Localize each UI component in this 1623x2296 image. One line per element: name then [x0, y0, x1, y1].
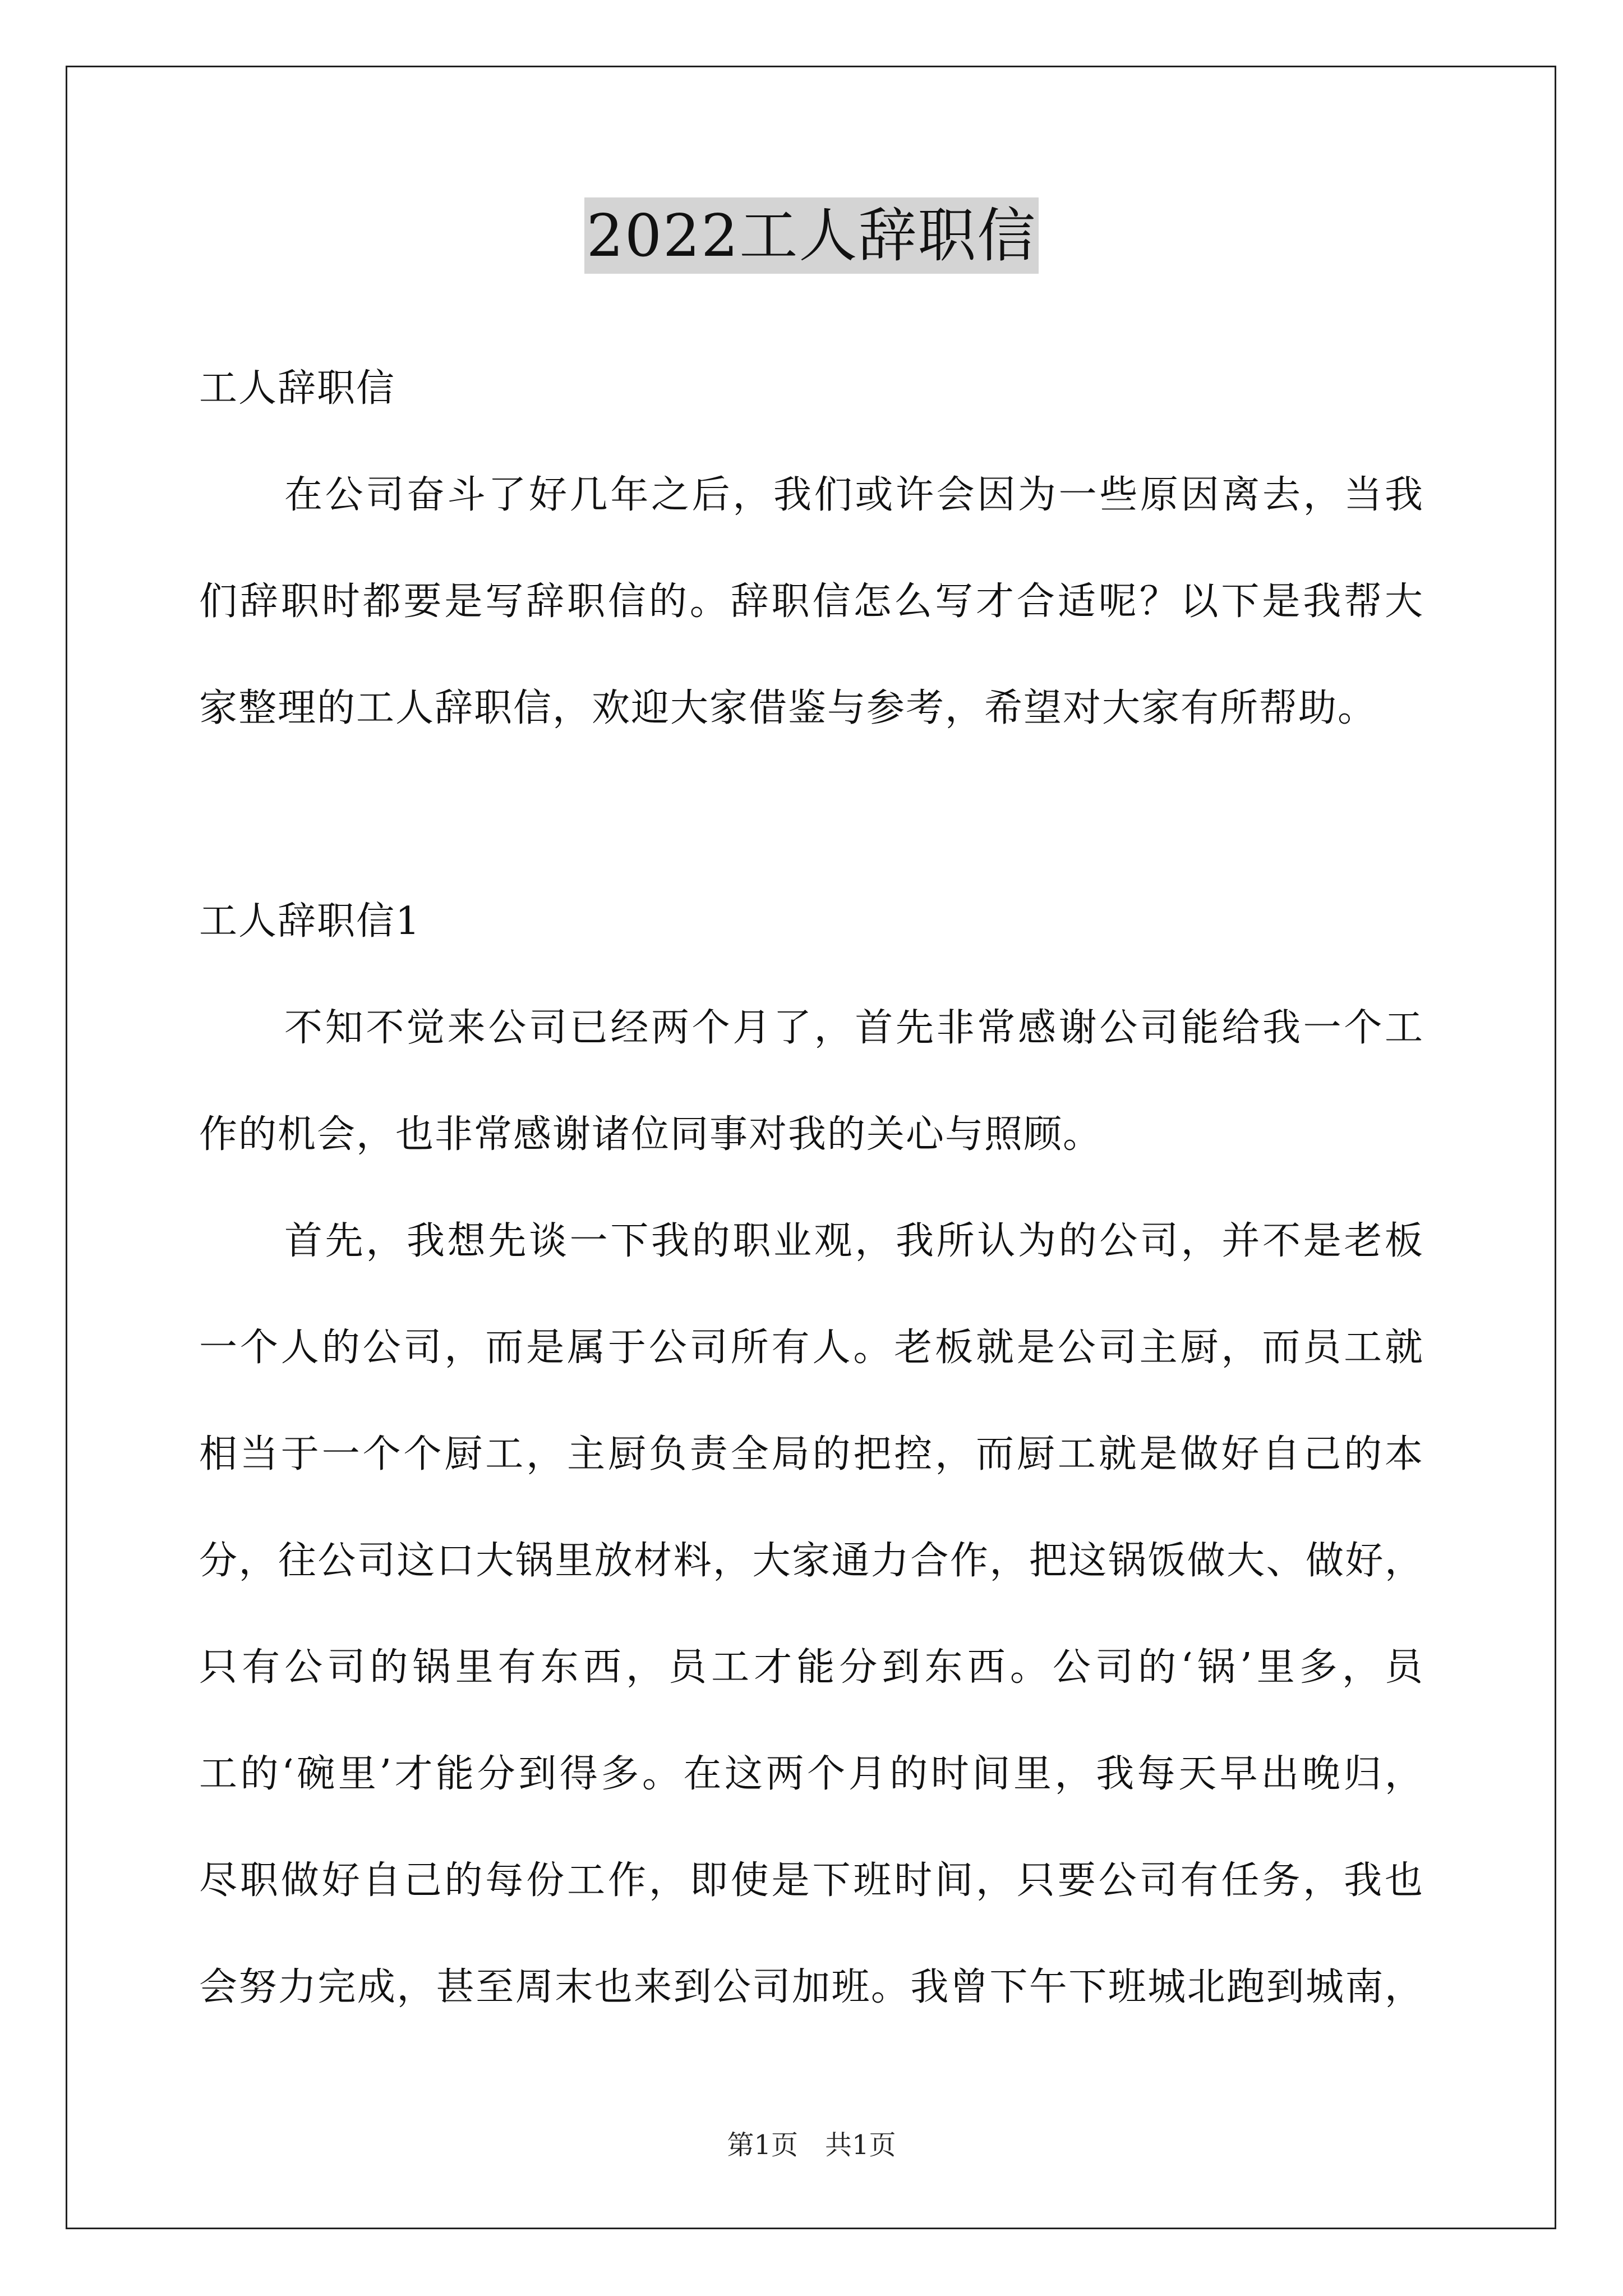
document-body [199, 335, 1424, 2041]
paragraph-line: 们辞职时都要是写辞职信的。辞职信怎么写才合适呢？以下是我帮大 [199, 579, 1424, 624]
page-footer [0, 2127, 1623, 2163]
page-number: 第1页 [727, 2129, 798, 2161]
section-heading: 工人辞职信1 [199, 899, 421, 944]
document-title: 2022工人辞职信 [584, 197, 1039, 274]
paragraph-line: 尽职做好自己的每份工作，即使是下班时间，只要公司有任务，我也 [199, 1858, 1424, 1903]
paragraph-line: 工的‘碗里’才能分到得多。在这两个月的时间里，我每天早出晚归， [199, 1752, 1424, 1796]
paragraph-line: 首先，我想先谈一下我的职业观，我所认为的公司，并不是老板 [284, 1219, 1424, 1263]
paragraph-line: 家整理的工人辞职信，欢迎大家借鉴与参考，希望对大家有所帮助。 [199, 686, 1377, 730]
page-total: 共1页 [825, 2129, 896, 2161]
paragraph-line: 分，往公司这口大锅里放材料，大家通力合作，把这锅饭做大、做好， [199, 1539, 1424, 1583]
paragraph-line: 不知不觉来公司已经两个月了，首先非常感谢公司能给我一个工 [284, 1006, 1424, 1050]
paragraph-line: 相当于一个个厨工，主厨负责全局的把控，而厨工就是做好自己的本 [199, 1432, 1424, 1476]
paragraph-line: 在公司奋斗了好几年之后，我们或许会因为一些原因离去，当我 [284, 473, 1424, 517]
paragraph-line: 作的机会，也非常感谢诸位同事对我的关心与照顾。 [199, 1112, 1103, 1157]
section-heading: 工人辞职信 [199, 366, 396, 411]
paragraph-line: 一个人的公司，而是属于公司所有人。老板就是公司主厨，而员工就 [199, 1326, 1424, 1370]
blank-line [199, 762, 1424, 868]
title-container [0, 197, 1623, 274]
paragraph-line: 会努力完成，甚至周末也来到公司加班。我曾下午下班城北跑到城南， [199, 1965, 1424, 2009]
paragraph-line: 只有公司的锅里有东西，员工才能分到东西。公司的‘锅’里多，员 [199, 1645, 1424, 1690]
